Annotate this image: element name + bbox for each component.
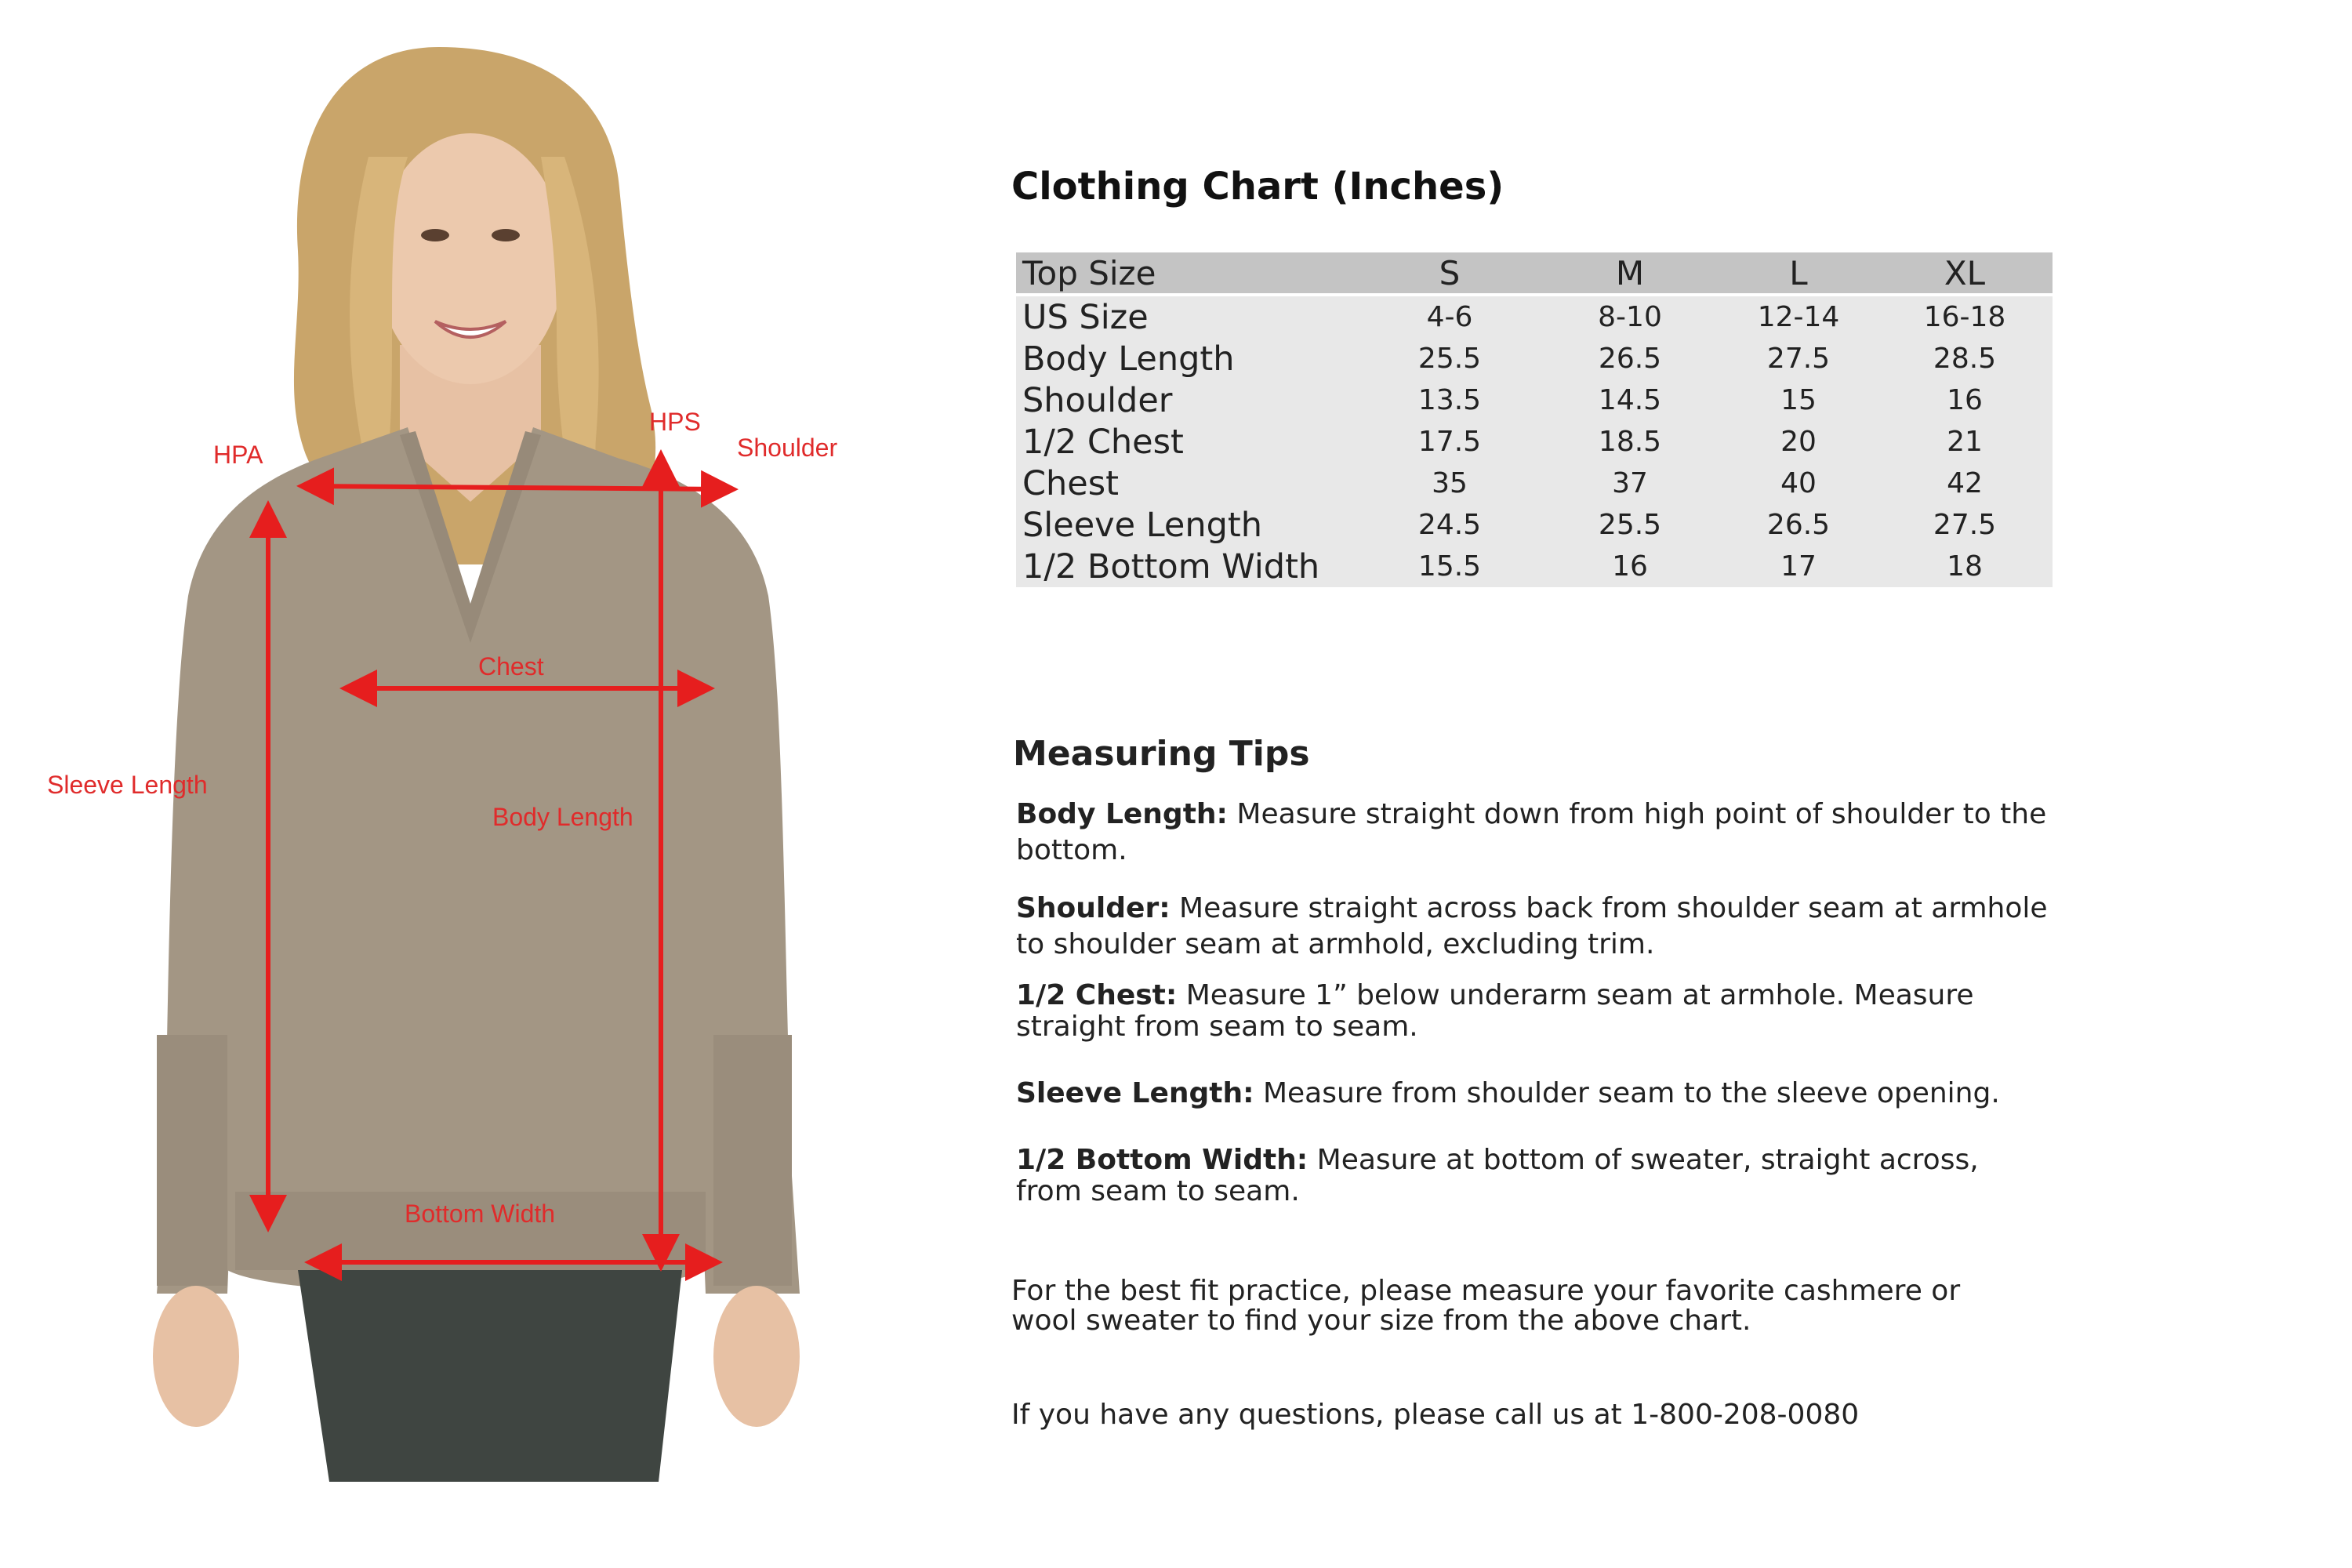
table-cell: 16 — [1540, 546, 1720, 587]
sleeve-length-label: Sleeve Length — [47, 771, 208, 799]
table-cell: 35 — [1359, 463, 1540, 504]
size-table — [1016, 252, 2053, 587]
tip-text: Measure straight down from high point of shoulder to the bottom. — [1016, 798, 2047, 866]
table-row — [1016, 295, 2053, 338]
table-cell: 37 — [1540, 463, 1720, 504]
table-cell: 24.5 — [1359, 504, 1540, 546]
table-row — [1016, 546, 2053, 587]
table-cell: 40 — [1720, 463, 1877, 504]
left-eye — [421, 229, 449, 241]
chest-label: Chest — [478, 652, 544, 681]
table-cell: 12-14 — [1720, 295, 1877, 338]
chart-title: Clothing Chart (Inches) — [1011, 165, 1504, 209]
tip-half-chest — [1016, 980, 2051, 1043]
header-size: L — [1720, 252, 1877, 295]
left-hand — [153, 1286, 239, 1427]
tip-text: Measure straight across back from shoulder seam at armhole to shoulder seam at armhold, excluding trim. — [1016, 892, 2048, 960]
table-cell: 27.5 — [1720, 338, 1877, 379]
table-cell: 8-10 — [1540, 295, 1720, 338]
table-cell: 26.5 — [1720, 504, 1877, 546]
row-label: US Size — [1016, 295, 1359, 338]
table-cell: 15 — [1720, 379, 1877, 421]
table-cell: 18.5 — [1540, 421, 1720, 463]
table-cell: 13.5 — [1359, 379, 1540, 421]
table-cell: 28.5 — [1877, 338, 2053, 379]
table-cell: 42 — [1877, 463, 2053, 504]
table-row — [1016, 463, 2053, 504]
table-cell: 27.5 — [1877, 504, 2053, 546]
table-cell: 26.5 — [1540, 338, 1720, 379]
shoulder-arrow — [306, 486, 729, 489]
row-label: Chest — [1016, 463, 1359, 504]
tip-term: Body Length: — [1016, 798, 1228, 830]
table-cell: 16-18 — [1877, 295, 2053, 338]
tip-sleeve-length — [1016, 1076, 2051, 1112]
hps-label: HPS — [649, 408, 701, 436]
tip-text: Measure at bottom of sweater, straight across, from seam to seam. — [1016, 1144, 1979, 1207]
table-row — [1016, 504, 2053, 546]
right-eye — [492, 229, 520, 241]
shoulder-label: Shoulder — [737, 434, 838, 462]
table-cell: 4-6 — [1359, 295, 1540, 338]
tip-term: 1/2 Chest: — [1016, 979, 1178, 1011]
table-header-row — [1016, 252, 2053, 295]
header-size: XL — [1877, 252, 2053, 295]
tip-term: 1/2 Bottom Width: — [1016, 1144, 1308, 1176]
table-cell: 17.5 — [1359, 421, 1540, 463]
table-cell: 25.5 — [1359, 338, 1540, 379]
header-label: Top Size — [1016, 252, 1359, 295]
tip-term: Shoulder: — [1016, 892, 1171, 924]
table-cell: 15.5 — [1359, 546, 1540, 587]
tip-bottom-width — [1016, 1145, 2051, 1207]
right-hand — [713, 1286, 800, 1427]
chart-section — [1011, 165, 2109, 241]
tip-text: Measure from shoulder seam to the sleeve opening. — [1254, 1077, 2000, 1109]
row-label: 1/2 Bottom Width — [1016, 546, 1359, 587]
jeans-shape — [298, 1270, 682, 1482]
face-shape — [376, 133, 564, 384]
table-row — [1016, 338, 2053, 379]
tip-term: Sleeve Length: — [1016, 1077, 1254, 1109]
table-cell: 18 — [1877, 546, 2053, 587]
table-cell: 16 — [1877, 379, 2053, 421]
tip-body-length — [1016, 797, 2051, 869]
left-cuff — [157, 1035, 227, 1286]
row-label: Body Length — [1016, 338, 1359, 379]
row-label: Sleeve Length — [1016, 504, 1359, 546]
table-row — [1016, 379, 2053, 421]
tip-shoulder — [1016, 891, 2051, 963]
table-cell: 17 — [1720, 546, 1877, 587]
table-row — [1016, 421, 2053, 463]
body-length-label: Body Length — [492, 803, 633, 831]
table-cell: 20 — [1720, 421, 1877, 463]
header-size: M — [1540, 252, 1720, 295]
table-cell: 21 — [1877, 421, 2053, 463]
row-label: 1/2 Chest — [1016, 421, 1359, 463]
fit-note: For the best fit practice, please measure your favorite cashmere or wool sweater to find your size from the above chart. — [1011, 1275, 1961, 1337]
tips-title: Measuring Tips — [1013, 734, 1310, 774]
bottom-width-label: Bottom Width — [405, 1200, 556, 1228]
row-label: Shoulder — [1016, 379, 1359, 421]
table-cell: 14.5 — [1540, 379, 1720, 421]
tip-text: Measure 1” below underarm seam at armhole. Measure straight from seam to seam. — [1016, 979, 1974, 1043]
model-figure — [0, 0, 941, 1568]
table-cell: 25.5 — [1540, 504, 1720, 546]
contact-note: If you have any questions, please call us at 1-800-208-0080 — [1011, 1399, 1860, 1431]
right-cuff — [713, 1035, 792, 1286]
header-size: S — [1359, 252, 1540, 295]
hpa-label: HPA — [213, 441, 263, 469]
